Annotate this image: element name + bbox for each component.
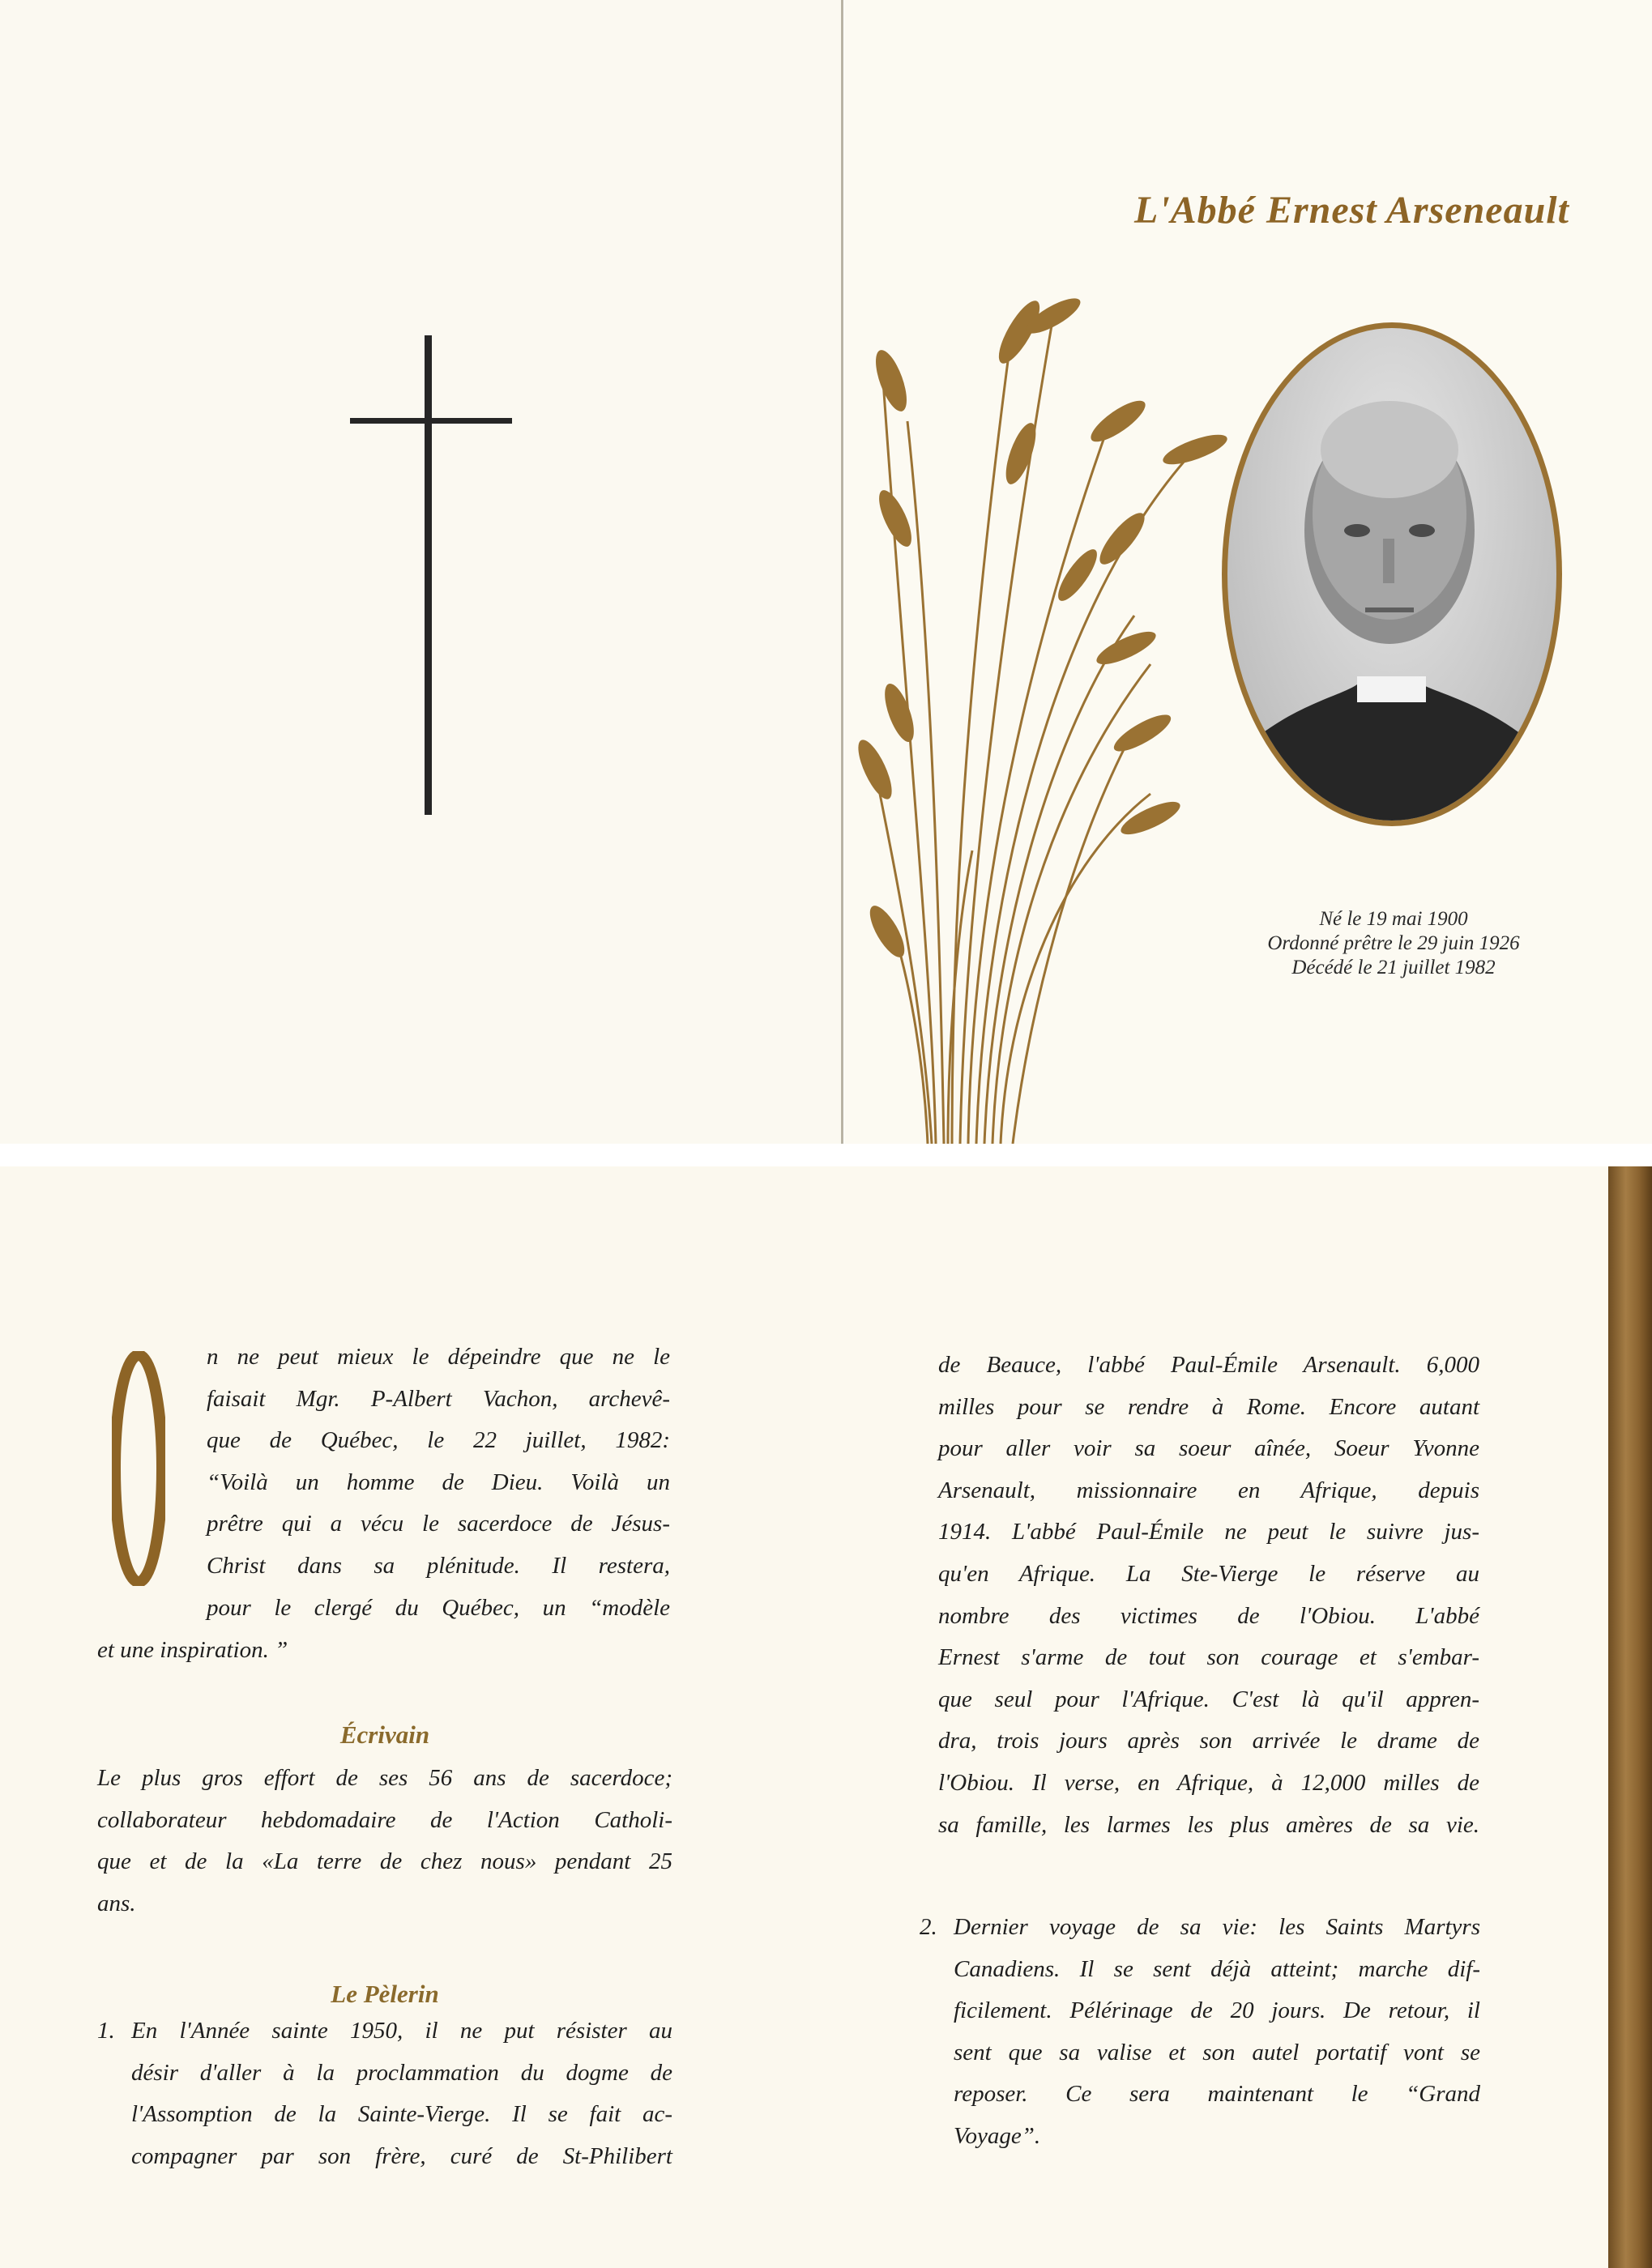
portrait-photo <box>1227 328 1556 821</box>
portrait-frame <box>1222 322 1562 826</box>
writer-paragraph: Le plus gros effort de ses 56 ans de sacerdoce; collaborateur hebdomadaire de l'Action Catholi- que et de la «La terre de chez nous» pendant 25 ans. <box>97 1765 672 1916</box>
list-number-1: 1. <box>97 2018 115 2044</box>
list-number-2: 2. <box>920 1914 937 1940</box>
portrait-silhouette-icon <box>1227 328 1556 821</box>
ordination-date: Ordonné prêtre le 29 juin 1926 <box>1267 932 1520 954</box>
card-title: L'Abbé Ernest Arseneault <box>1134 189 1569 232</box>
list-item-2: 2. Dernier voyage de sa vie: les Saints Martyrs Canadiens. Il se sent déjà atteint; marche dif- ficilement. Pélérinage de 20 jours. De retour, il sent que sa valise et son autel portatif vont se reposer. Ce sera maintenant le “Grand Voyage”. <box>920 1907 1480 2158</box>
life-dates <box>1183 907 1604 980</box>
gold-edge-strip <box>1608 1166 1652 2268</box>
death-date: Décédé le 21 juillet 1982 <box>1291 957 1496 978</box>
pilgrim-heading: Le Pèlerin <box>331 1980 439 2008</box>
writer-heading: Écrivain <box>339 1720 430 1749</box>
page-gap <box>0 1144 1652 1166</box>
intro-last-line: et une inspiration. ” <box>97 1637 288 1663</box>
drop-cap-letter <box>112 1351 165 1586</box>
birth-date: Né le 19 mai 1900 <box>1319 908 1468 930</box>
list-item-1-continued: de Beauce, l'abbé Paul-Émile Arsenault. 6,000 milles pour se rendre à Rome. Encore autant pour aller voir sa soeur aînée, Soeur Yvonne Arsenault, missionnaire en Afrique, depuis 1914. L'abbé Paul-Émile ne peut le suivre jus- qu'en Afrique. La Ste-Vierge le réserve au nombre des victimes de l'Obiou. L'abbé Ernest s'arme de tout son courage et s'embar- que seul pour l'Afrique. C'est là qu'il appren- dra, trois jours après son arrivée le drame de l'Obiou. Il verse, en Afrique, à 12,000 milles de sa famille, les larmes les plus amères de sa vie. <box>938 1352 1479 1838</box>
list-item-1: 1. En l'Année sainte 1950, il ne put résister au désir d'aller à la proclammation du dogme de l'Assomption de la Sainte-Vierge. Il se fait ac- compagner par son frère, curé de St-Philibert <box>97 2010 672 2177</box>
intro-paragraph: n ne peut mieux le dépeindre que ne le faisait Mgr. P-Albert Vachon, archevê- que de Québec, le 22 juillet, 1982: “Voilà un homme de Dieu. Voilà un prêtre qui a vécu le sacerdoce de Jésus- Christ dans sa plénitude. Il restera, pour le clergé du Québec, un “modèle <box>207 1344 670 1621</box>
